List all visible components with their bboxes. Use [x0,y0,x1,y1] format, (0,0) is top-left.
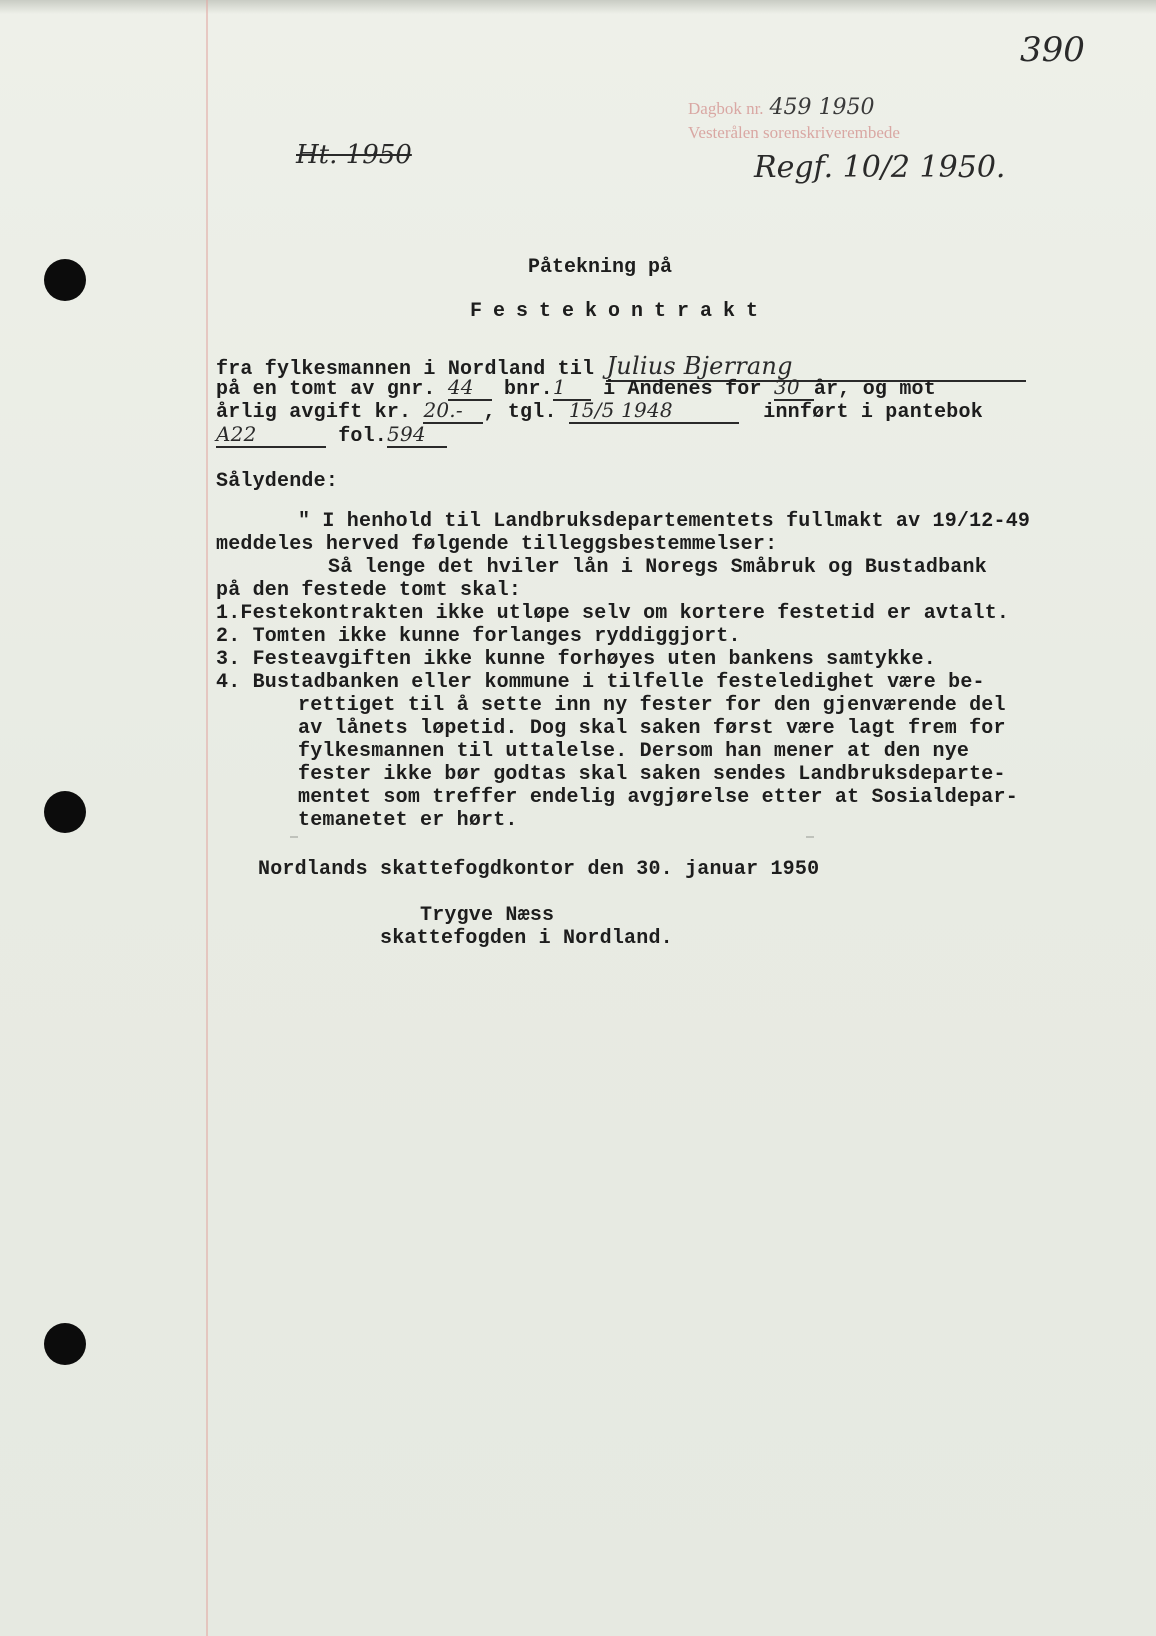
salydende-label: Sålydende: [216,470,339,493]
body-line: 1.Festekontrakten ikke utløpe selv om kortere festetid er avtalt. [216,602,1010,625]
page-top-edge [0,0,1156,14]
place-date: Nordlands skattefogdkontor den 30. januar 1950 [258,858,820,881]
gnr-value: 44 [448,375,492,401]
page-number: 390 [1020,30,1085,70]
body-line: meddeles herved følgende tilleggsbestemmelser: [216,533,778,556]
signature-title: skattefogden i Nordland. [380,927,673,950]
intro-text: år, og mot [813,378,936,401]
folio-value: 594 [387,422,447,448]
body-line: fylkesmannen til uttalelse. Dersom han mener at den nye [298,740,970,763]
corner-note: Ht. 1950 [296,140,412,170]
intro-text: i Andenes for [603,378,762,401]
intro-text: bnr. [504,378,553,401]
punch-hole-bottom [44,1323,86,1365]
form-mark [806,836,814,838]
intro-line-3 [216,398,983,424]
pantebok-value: A22 [216,422,326,448]
stamp-office: Vesterålen sorenskriverembede [688,123,900,142]
body-line: Så lenge det hviler lån i Noregs Småbruk og Bustadbank [328,556,987,579]
title-line-1: Påtekning på [528,256,673,279]
body-line: 4. Bustadbanken eller kommune i tilfelle festeledighet være be- [216,671,985,694]
title-line-2: Festekontrakt [470,300,770,323]
margin-rule [206,0,208,1636]
body-line: " I henhold til Landbruksdepartementets fullmakt av 19/12-49 [298,510,1031,533]
form-mark [290,836,298,838]
body-line: 3. Festeavgiften ikke kunne forhøyes uten bankens samtykke. [216,648,936,671]
punch-hole-top [44,259,86,301]
bnr-value: 1 [553,375,591,401]
intro-text: innført i pantebok [763,401,983,424]
signature-name: Trygve Næss [420,904,555,927]
intro-text: , tgl. [483,401,557,424]
body-line: temanetet er hørt. [298,809,518,832]
stamp-label: Dagbok nr. [688,99,764,118]
tgl-date: 15/5 1948 [569,398,739,424]
journal-stamp [688,96,900,145]
punch-hole-middle [44,791,86,833]
registration-note: Regf. 10/2 1950. [754,150,1006,185]
intro-text: på en tomt av gnr. [216,378,436,401]
body-line: av lånets løpetid. Dog skal saken først være lagt frem for [298,717,1006,740]
fee-amount: 20.- [423,398,483,424]
body-line: mentet som treffer endelig avgjørelse etter at Sosialdepar- [298,786,1018,809]
body-line: på den festede tomt skal: [216,579,522,602]
stamp-number: 459 1950 [769,95,875,120]
body-line: 2. Tomten ikke kunne forlanges ryddiggjort. [216,625,741,648]
intro-text: fra fylkesmannen i Nordland til [216,358,595,381]
intro-line-4 [216,422,447,448]
intro-text: årlig avgift kr. [216,401,412,424]
body-line: rettiget til å sette inn ny fester for den gjenværende del [298,694,1006,717]
grantee-name: Julius Bjerrang [606,352,1026,382]
body-line: fester ikke bør godtas skal saken sendes Landbruksdeparte- [298,763,1006,786]
intro-text: fol. [338,425,388,448]
years-value: 30 [774,375,814,401]
